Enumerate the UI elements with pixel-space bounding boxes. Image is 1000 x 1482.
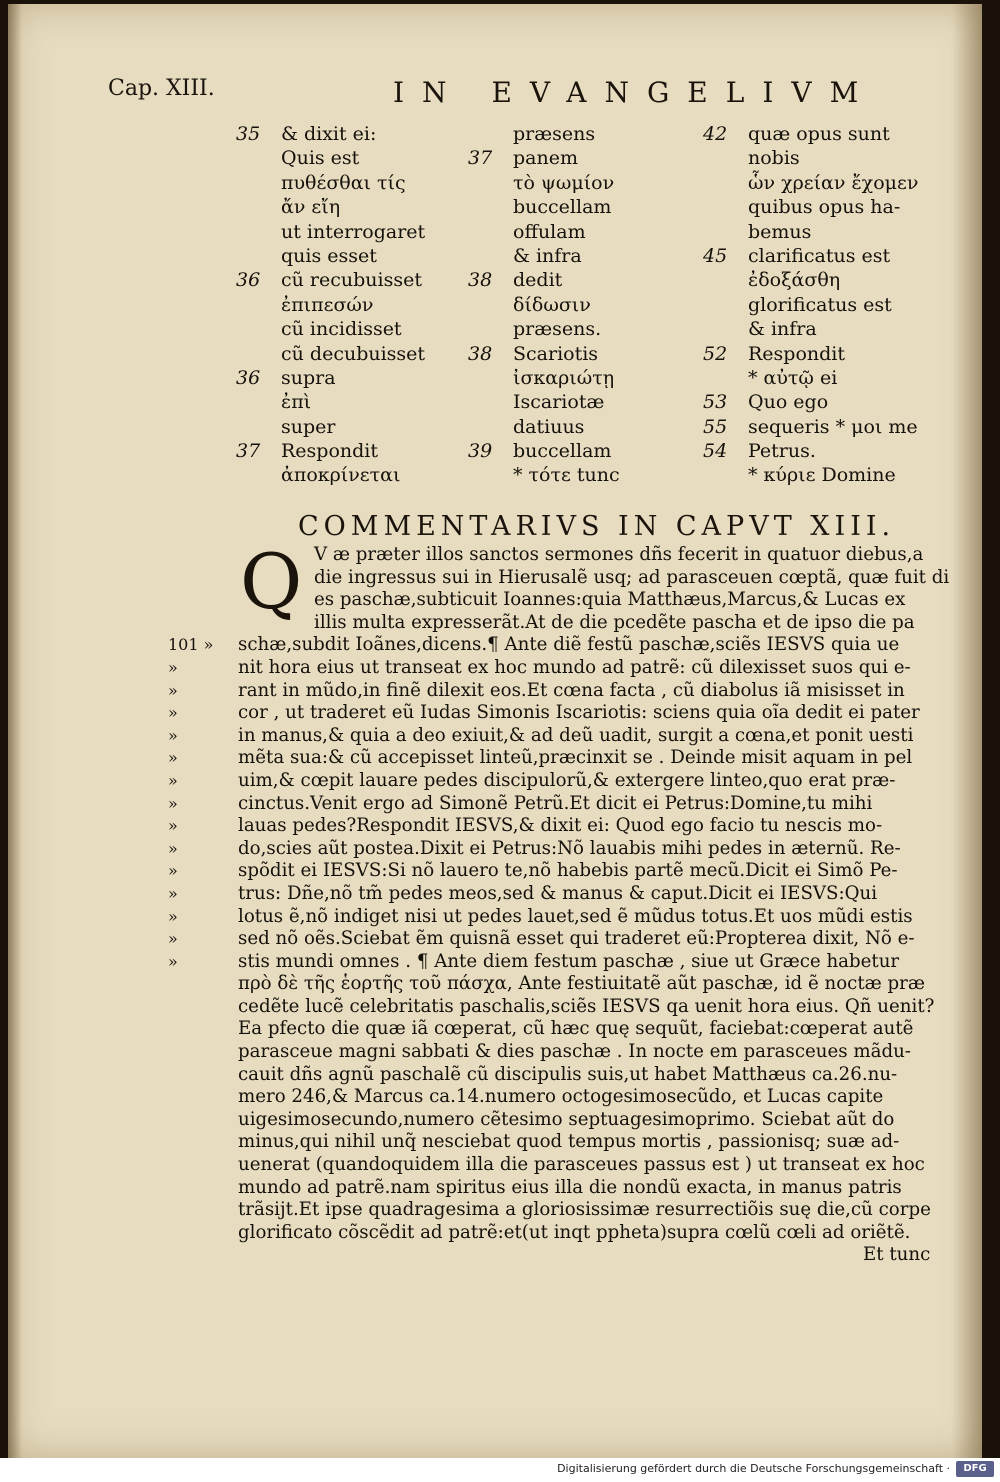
annotation-entry — [468, 244, 678, 268]
verse-number: 35 — [236, 123, 261, 145]
commentary-line — [168, 906, 958, 929]
commentary-line — [168, 589, 958, 612]
commentary-line — [168, 770, 958, 793]
verse-number — [703, 146, 748, 170]
annotation-text: quæ opus sunt — [748, 123, 890, 145]
margin-marker: » — [168, 906, 178, 926]
verse-number — [468, 122, 513, 146]
annotation-text: præsens — [513, 123, 596, 145]
annotation-text: ἐπιπεσών — [281, 293, 374, 316]
commentary-line — [168, 1086, 958, 1109]
annotation-entry — [703, 171, 963, 195]
commentary-line — [168, 612, 958, 635]
annotation-text: cũ incidisset — [281, 318, 402, 341]
verse-number: 37 — [468, 147, 493, 170]
annotation-text: ἐδοξάσθη — [748, 269, 841, 292]
annotation-entry — [703, 293, 963, 317]
annotation-text: sequeris * μοι me — [748, 415, 918, 438]
annotation-entry — [236, 366, 451, 390]
verse-number: 38 — [468, 269, 493, 292]
line-text: rant in mũdo,in finẽ dilexit eos.Et cœna facta , cũ diabolus iã misisset in — [238, 679, 905, 701]
annotation-entry — [236, 415, 451, 439]
verse-number — [468, 317, 513, 341]
annotation-entry — [468, 195, 678, 219]
verse-number — [703, 463, 748, 487]
annotation-entry — [236, 390, 451, 414]
annotation-entry — [236, 122, 451, 146]
verse-number — [468, 390, 513, 414]
annotation-entry — [468, 439, 678, 463]
line-text: nit hora eius ut transeat ex hoc mundo ad patrẽ: cũ dilexisset suos qui e- — [238, 656, 911, 678]
verse-number: 42 — [703, 123, 728, 145]
margin-marker: » — [168, 748, 178, 768]
annotation-text: quibus opus ha- — [748, 196, 901, 219]
line-text: sed nõ oẽs.Sciebat ẽm quisnã esset qui traderet eũ:Propterea dixit, Nõ e- — [238, 928, 915, 950]
annotation-text: nobis — [748, 147, 800, 170]
annotation-entry — [703, 390, 963, 414]
margin-marker: » — [168, 929, 178, 949]
commentary-line — [168, 973, 958, 996]
annotation-entry — [703, 439, 963, 463]
commentary-line — [168, 1154, 958, 1177]
annotation-text: & infra — [513, 244, 582, 267]
annotation-entry — [236, 439, 451, 463]
footer-credit: Digitalisierung gefördert durch die Deutsche Forschungsgemeinschaft · — [557, 1462, 950, 1475]
verse-number — [703, 220, 748, 244]
annotation-entry — [236, 317, 451, 341]
commentary-line — [168, 1064, 958, 1087]
annotation-text: Iscariotæ — [513, 391, 605, 414]
margin-marker: » — [168, 703, 178, 723]
book-page — [8, 4, 982, 1458]
annotation-entry — [236, 220, 451, 244]
verse-number — [236, 244, 281, 268]
annotation-text: datiuus — [513, 415, 585, 438]
commentary-line — [168, 1041, 958, 1064]
annotation-text: cũ decubuisset — [281, 342, 426, 365]
annotation-entry — [703, 122, 963, 146]
annotation-text: ἐπὶ — [281, 391, 312, 414]
line-text: lauas pedes?Respondit IESVS,& dixit ei: Quod ego facio tu nescis mo- — [238, 815, 883, 837]
annotation-entry — [236, 342, 451, 366]
commentary-line — [168, 883, 958, 906]
line-text: do,scies aũt postea.Dixit ei Petrus:Nõ lauabis mihi pedes in æternũ. Re- — [238, 837, 901, 859]
verse-number — [236, 146, 281, 170]
line-text: πρὸ δὲ τῆς ἑορτῆς τοῦ πάσχα, Ante festiuitatẽ aũt paschæ, id ẽ noctæ præ — [238, 973, 925, 995]
verse-number — [236, 415, 281, 439]
annotation-entry — [468, 366, 678, 390]
margin-marker: » — [168, 680, 178, 700]
line-text: die ingressus sui in Hierusalẽ usq; ad parasceuen cœptã, quæ fuit di — [314, 566, 950, 588]
annotation-entry — [703, 146, 963, 170]
annotation-text: ἀποκρίνεται — [281, 464, 401, 487]
line-text: in manus,& quia a deo exiuit,& ad deũ uadit, surgit a cœna,et ponit uesti — [238, 724, 914, 746]
commentary-title: COMMENTARIVS IN CAPVT XIII. — [298, 511, 896, 542]
verse-number: 36 — [236, 269, 261, 292]
annotation-entry — [703, 244, 963, 268]
verse-number: 38 — [468, 342, 493, 365]
line-text: mero 246,& Marcus ca.14.numero octogesimosecũdo, et Lucas capite — [238, 1086, 884, 1108]
verse-number — [236, 220, 281, 244]
annotation-entry — [236, 293, 451, 317]
commentary-line — [168, 680, 958, 703]
annotation-entry — [703, 415, 963, 439]
page-title: IN EVANGELIVM — [393, 76, 877, 109]
annotation-entry — [468, 390, 678, 414]
commentary-line — [168, 860, 958, 883]
running-head — [108, 76, 958, 116]
annotation-entry — [703, 268, 963, 292]
annotation-entry — [468, 220, 678, 244]
verse-number — [236, 463, 281, 487]
footer-bar — [0, 1458, 1000, 1482]
commentary-line — [168, 793, 958, 816]
verse-number: 54 — [703, 440, 728, 463]
line-text: glorificato cõscẽdit ad patrẽ:et(ut inqt ppheta)supra cœlũ cœli ad oriẽtẽ. — [238, 1221, 911, 1243]
annotation-entry — [703, 195, 963, 219]
annotation-entry — [703, 342, 963, 366]
drop-cap: Q — [240, 537, 303, 626]
line-text: illis multa expresserãt.At de die pcedẽte pascha et de ipso die pa — [314, 611, 915, 633]
annotation-text: ὧν χρείαν ἔχομεν — [748, 171, 919, 194]
annotation-text: Respondit — [281, 440, 379, 463]
annotation-column-2 — [468, 122, 678, 488]
commentary-line — [168, 815, 958, 838]
annotation-text: super — [281, 415, 336, 438]
annotation-text: Quo ego — [748, 391, 829, 414]
line-text: es paschæ,subticuit Ioannes:quia Matthæus,Marcus,& Lucas ex — [314, 589, 906, 611]
commentary-line — [168, 747, 958, 770]
annotation-text: glorificatus est — [748, 293, 892, 316]
annotation-entry — [236, 195, 451, 219]
annotation-entry — [236, 463, 451, 487]
verse-number — [703, 366, 748, 390]
page-left-shadow — [8, 4, 22, 1458]
verse-number — [703, 171, 748, 195]
annotation-text: Scariotis — [513, 342, 599, 365]
margin-marker: » — [168, 861, 178, 881]
verse-number: 45 — [703, 244, 728, 267]
annotation-text: * τότε tunc — [513, 464, 620, 487]
commentary-line — [168, 1109, 958, 1132]
commentary-line — [168, 1131, 958, 1154]
margin-marker: » — [168, 883, 178, 903]
annotation-text: ἄν εἴη — [281, 196, 341, 219]
annotation-entry — [468, 146, 678, 170]
line-text: V æ præter illos sanctos sermones dñs fecerit in quatuor diebus,a — [314, 544, 924, 565]
margin-marker: » — [168, 816, 178, 836]
commentary-line — [168, 996, 958, 1019]
annotation-entry — [703, 317, 963, 341]
verse-number — [236, 317, 281, 341]
line-text: cinctus.Venit ergo ad Simonẽ Petrũ.Et dicit ei Petrus:Domine,tu mihi — [238, 792, 873, 814]
annotation-text: Petrus. — [748, 440, 816, 463]
commentary-line — [168, 634, 958, 657]
line-text: mundo ad patrẽ.nam spiritus eius illa die nondũ exacta, in manus patris — [238, 1176, 902, 1198]
line-text: uigesimosecundo,numero cẽtesimo septuagesimoprimo. Sciebat aũt do — [238, 1108, 895, 1130]
annotation-text: cũ recubuisset — [281, 269, 422, 292]
commentary-line — [168, 702, 958, 725]
chapter-label: Cap. XIII. — [108, 76, 215, 101]
line-text: uim,& cœpit lauare pedes discipulorũ,& extergere linteo,quo erat præ- — [238, 769, 896, 791]
annotation-entry — [468, 415, 678, 439]
margin-marker: » — [168, 951, 178, 971]
verse-number — [468, 171, 513, 195]
annotation-entry — [468, 342, 678, 366]
commentary-body — [168, 537, 958, 1267]
annotation-entry — [703, 463, 963, 487]
line-text: minus,qui nihil unq̃ nesciebat quod tempus mortis , passionisq; suæ ad- — [238, 1131, 900, 1153]
verse-number: 53 — [703, 391, 728, 414]
line-text: uenerat (quandoquidem illa die parasceues passus est ) ut transeat ex hoc — [238, 1154, 925, 1176]
annotation-entry — [468, 463, 678, 487]
verse-number — [468, 415, 513, 439]
margin-marker: » — [168, 725, 178, 745]
annotation-text: Respondit — [748, 342, 846, 365]
annotation-text: δίδωσιν — [513, 293, 591, 316]
commentary-line — [168, 1244, 958, 1267]
annotation-text: τὸ ψωμίον — [513, 171, 615, 194]
verse-number: 39 — [468, 440, 493, 463]
annotation-entry — [236, 244, 451, 268]
verse-number — [236, 390, 281, 414]
line-text: trãsijt.Et ipse quadragesima a gloriosissimæ resurrectiõis suę die,cũ corpe — [238, 1199, 931, 1221]
annotation-entry — [236, 171, 451, 195]
dfg-logo: DFG — [956, 1461, 994, 1477]
commentary-line — [168, 1222, 958, 1245]
commentary-line — [168, 544, 958, 567]
verse-number — [703, 268, 748, 292]
annotation-entry — [703, 220, 963, 244]
verse-number — [236, 195, 281, 219]
verse-number — [236, 293, 281, 317]
annotation-entry — [468, 171, 678, 195]
commentary-line — [168, 838, 958, 861]
annotation-text: supra — [281, 366, 336, 389]
annotation-column-3 — [703, 122, 963, 488]
annotation-text: ut interrogaret — [281, 220, 426, 243]
verse-number — [236, 342, 281, 366]
verse-number: 52 — [703, 342, 728, 365]
annotation-text: quis esset — [281, 244, 377, 267]
margin-marker: » — [168, 793, 178, 813]
annotation-text: * αὐτῷ ei — [748, 366, 838, 389]
annotation-entry — [468, 293, 678, 317]
line-text: Ea pfecto die quæ iã cœperat, cũ hæc quę sequũt, faciebat:cœperat autẽ — [238, 1018, 914, 1040]
verse-number: 36 — [236, 366, 261, 389]
verse-number — [468, 366, 513, 390]
commentary-line — [168, 725, 958, 748]
line-text: trus: Dñe,nõ tm̃ pedes meos,sed & manus & caput.Dicit ei IESVS:Qui — [238, 882, 878, 904]
verse-number: 55 — [703, 415, 728, 438]
line-text: lotus ẽ,nõ indiget nisi ut pedes lauet,sed ẽ mũdus totus.Et uos mũdi estis — [238, 905, 913, 927]
commentary-line — [168, 1018, 958, 1041]
margin-marker: 101 » — [168, 635, 214, 655]
annotation-text: bemus — [748, 220, 812, 243]
annotation-text: præsens. — [513, 318, 602, 341]
line-text: Et tunc — [863, 1244, 931, 1266]
verse-number — [468, 195, 513, 219]
commentary-line — [168, 567, 958, 590]
commentary-line — [168, 1177, 958, 1200]
annotation-text: & infra — [748, 318, 817, 341]
line-text: mẽta sua:& cũ accepisset linteũ,præcinxit se . Deinde misit aquam in pel — [238, 747, 913, 769]
verse-number: 37 — [236, 440, 261, 463]
annotation-text: panem — [513, 147, 578, 170]
annotation-entry — [468, 122, 678, 146]
annotation-text: buccellam — [513, 196, 612, 219]
annotation-column-1 — [236, 122, 451, 488]
annotation-entry — [236, 268, 451, 292]
commentary-line — [168, 928, 958, 951]
annotation-text: * κύριε Domine — [748, 464, 896, 487]
line-text: parasceue magni sabbati & dies paschæ . In nocte em parasceues mãdu- — [238, 1041, 911, 1063]
verse-number — [468, 463, 513, 487]
line-text: stis mundi omnes . ¶ Ante diem festum paschæ , siue ut Græce habetur — [238, 950, 900, 972]
annotation-entry — [236, 146, 451, 170]
verse-number — [468, 293, 513, 317]
margin-marker: » — [168, 838, 178, 858]
annotation-entry — [468, 268, 678, 292]
commentary-line — [168, 951, 958, 974]
commentary-line — [168, 1199, 958, 1222]
annotation-entry — [468, 317, 678, 341]
annotation-text: ἰσκαριώτῃ — [513, 366, 615, 389]
verse-number — [703, 195, 748, 219]
line-text: schæ,subdit Ioãnes,dicens.¶ Ante diẽ festũ paschæ,sciẽs IESVS quia ue — [238, 634, 900, 656]
verse-number — [703, 293, 748, 317]
verse-number — [236, 171, 281, 195]
verse-number — [703, 317, 748, 341]
annotation-entry — [703, 366, 963, 390]
annotation-text: dedit — [513, 269, 563, 292]
annotation-text: clarificatus est — [748, 244, 891, 267]
line-text: cor , ut traderet eũ Iudas Simonis Iscariotis: sciens quia oĩa dedit ei pater — [238, 702, 920, 724]
margin-marker: » — [168, 657, 178, 677]
annotation-text: Quis est — [281, 147, 360, 170]
verse-number — [468, 220, 513, 244]
annotation-text: πυθέσθαι τίς — [281, 171, 406, 194]
commentary-line — [168, 657, 958, 680]
verse-number — [468, 244, 513, 268]
line-text: spõdit ei IESVS:Si nõ lauero te,nõ habebis partẽ mecũ.Dicit ei Simõ Pe- — [238, 860, 898, 882]
annotation-text: offulam — [513, 220, 586, 243]
annotation-text: buccellam — [513, 440, 612, 463]
margin-marker: » — [168, 770, 178, 790]
annotation-text: & dixit ei: — [281, 123, 377, 145]
line-text: cauit dñs agnũ paschalẽ cũ discipulis suis,ut habet Matthæus ca.26.nu- — [238, 1063, 898, 1085]
line-text: cedẽte lucẽ celebritatis paschalis,sciẽs IESVS qa uenit hora eius. Qñ uenit? — [238, 995, 935, 1017]
